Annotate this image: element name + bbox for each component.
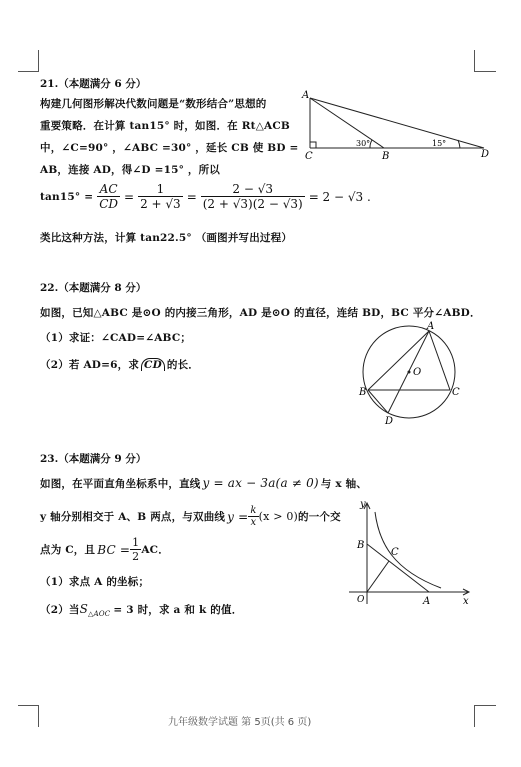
q22-line-3-prefix: （2）若 AD=6，求 xyxy=(40,359,140,371)
q21-fraction-ac-cd xyxy=(97,182,120,211)
q22-line-1: 如图，已知△ABC 是⊙O 的内接三角形，AD 是⊙O 的直径，连结 BD，BC 平分∠ABD． xyxy=(40,307,481,319)
q21-line-3: 中，∠C=90° ，∠ABC =30° ，延长 CB 使 BD = xyxy=(40,142,299,154)
crop-mark xyxy=(474,705,475,727)
q23-hyperbola-x: x xyxy=(250,517,257,528)
q21-line-1: 构建几何图形解决代数问题是“数形结合”思想的 xyxy=(40,98,267,110)
q23-line-3 xyxy=(40,536,169,563)
q21-line-5: 类比这种方法，计算 tan22.5° （画图并写出过程） xyxy=(40,232,293,244)
q23-line-1 xyxy=(40,476,367,491)
q22-line-2: （1）求证：∠CAD=∠ABC； xyxy=(40,332,192,344)
q23-heading: 23.（本题满分 9 分） xyxy=(40,453,147,465)
q23-line-3-prefix: 点为 C，且 xyxy=(40,544,96,556)
q21-f3-den: (2 + √3)(2 − √3) xyxy=(202,197,303,211)
crop-mark xyxy=(474,705,496,706)
q22-line-3-suffix: 的长． xyxy=(166,359,200,371)
q21-fig-label-a: A xyxy=(302,90,310,101)
q21-heading: 21.（本题满分 6 分） xyxy=(40,78,147,90)
q23-area-subscript: △AOC xyxy=(88,610,111,619)
q21-fraction-2 xyxy=(138,182,183,211)
q21-equation xyxy=(40,182,371,211)
crop-mark xyxy=(18,705,39,706)
q21-fraction-3 xyxy=(201,182,305,211)
q22-heading: 22.（本题满分 8 分） xyxy=(40,282,147,294)
q23-fig-label-o: O xyxy=(357,595,365,605)
q21-eq-sign-1: = xyxy=(124,189,135,204)
crop-mark xyxy=(38,50,39,72)
page-footer: 九年级数学试题 第 5页(共 6 页) xyxy=(168,717,312,728)
q21-line-4: AB，连接 AD，得∠D =15° ，所以 xyxy=(40,164,221,176)
q22-fig-label-b: B xyxy=(359,387,367,398)
q21-fig-label-c: C xyxy=(305,151,313,162)
q23-hyperbola-fraction xyxy=(248,505,258,528)
q21-f2-den: 2 + √3 xyxy=(140,197,181,211)
q22-fig-label-o: O xyxy=(413,367,422,378)
q21-fig-label-d: D xyxy=(481,149,490,160)
crop-mark xyxy=(474,50,475,72)
q23-line-5 xyxy=(40,602,242,618)
q22-fig-label-c: C xyxy=(452,387,460,398)
q23-line-2-suffix: 的一个交 xyxy=(298,511,341,523)
q23-line-2 xyxy=(40,505,341,528)
q21-f1-den: CD xyxy=(99,197,119,211)
q22-fig-label-a: A xyxy=(427,321,435,332)
q23-hyperbola-y: y = xyxy=(227,509,249,524)
q23-line-1-prefix: 如图，在平面直角坐标系中，直线 xyxy=(40,478,201,490)
q21-triangle-figure xyxy=(298,88,498,164)
q22-fig-label-d: D xyxy=(385,416,394,427)
q21-fig-angle-15: 15° xyxy=(432,139,447,148)
crop-mark xyxy=(18,71,39,72)
q23-area-s: S xyxy=(79,602,89,616)
q23-fig-label-b: B xyxy=(357,540,365,551)
q22-line-3 xyxy=(40,357,199,372)
q23-line-3-suffix: AC． xyxy=(141,544,169,556)
q23-half-num: 1 xyxy=(132,536,140,549)
crop-mark xyxy=(38,705,39,727)
q23-bc-eq: BC = xyxy=(97,542,131,557)
q23-line-5-prefix: （2）当 xyxy=(40,604,80,616)
q23-line-equation: y = ax − 3a(a ≠ 0) xyxy=(202,476,319,490)
q23-coordinate-figure xyxy=(345,498,475,610)
q23-fig-label-c: C xyxy=(391,547,399,558)
q21-f3-num: 2 − √3 xyxy=(201,182,305,197)
q21-fig-label-b: B xyxy=(382,151,390,162)
q23-half-fraction xyxy=(130,536,141,563)
q23-line-2-prefix: y 轴分别相交于 A、B 两点，与双曲线 xyxy=(40,511,226,523)
q21-f2-num: 1 xyxy=(138,182,183,197)
crop-mark xyxy=(474,71,496,72)
q23-line-4: （1）求点 A 的坐标； xyxy=(40,576,150,588)
q22-circle-figure xyxy=(355,318,465,428)
q21-f1-num: AC xyxy=(97,182,120,197)
q22-arc-cd: CD xyxy=(141,358,165,371)
q23-fig-label-a: A xyxy=(423,596,431,607)
q23-line-5-suffix: = 3 时，求 a 和 k 的值． xyxy=(113,604,243,616)
q23-half-den: 2 xyxy=(132,550,140,563)
q21-eq-sign-2: = xyxy=(186,189,197,204)
q23-hyperbola-condition: (x > 0) xyxy=(258,510,299,523)
q21-eq-rhs: = 2 − √3 . xyxy=(308,189,371,204)
q23-line-1-suffix: 与 x 轴、 xyxy=(320,478,368,490)
q23-hyperbola-k: k xyxy=(250,505,257,516)
q21-fig-angle-30: 30° xyxy=(356,139,371,148)
q23-fig-label-x: x xyxy=(463,596,469,607)
q23-fig-label-y: y xyxy=(360,499,366,510)
q21-line-2: 重要策略．在计算 tan15° 时，如图．在 Rt△ACB xyxy=(40,120,290,132)
q21-eq-lhs: tan15° = xyxy=(40,190,94,203)
